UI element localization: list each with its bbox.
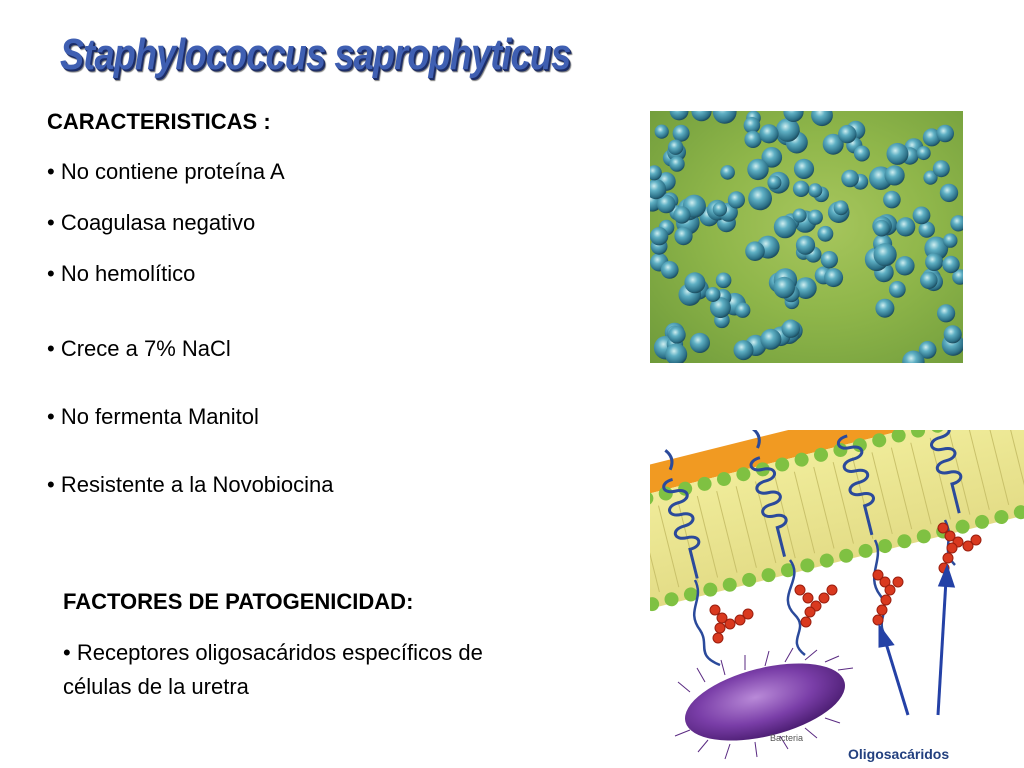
coccus-cell: [913, 207, 931, 225]
coccus-cell: [944, 325, 962, 343]
coccus-cell: [728, 191, 745, 208]
coccus-cell: [854, 146, 870, 162]
coccus-cell: [674, 227, 692, 245]
coccus-cell: [821, 251, 838, 268]
micrograph-image: [650, 111, 963, 363]
coccus-cell: [917, 146, 931, 160]
coccus-cell: [748, 187, 772, 211]
coccus-cell: [670, 111, 689, 120]
coccus-cell: [838, 125, 856, 143]
coccus-cell: [950, 215, 963, 231]
coccus-cell: [808, 210, 823, 225]
oligosaccharides-label: Oligosacáridos: [848, 746, 950, 762]
coccus-cell: [760, 329, 781, 350]
bacteria-label: Bacteria: [770, 733, 804, 743]
coccus-cell: [684, 272, 705, 293]
coccus-cell: [782, 320, 800, 338]
coccus-cell: [940, 184, 958, 202]
coccus-cell: [774, 216, 797, 239]
coccus-cell: [895, 256, 914, 275]
slide-title: Staphylococcus saprophyticus: [60, 30, 571, 79]
coccus-cell: [735, 303, 750, 318]
coccus-cell: [808, 183, 822, 197]
coccus-cell: [873, 220, 890, 237]
pathogenicity-heading: FACTORES DE PATOGENICIDAD:: [63, 589, 414, 614]
pathogenicity-item-continued: células de la uretra: [63, 674, 249, 699]
coccus-cell: [669, 156, 684, 171]
coccus-cell: [713, 111, 737, 124]
characteristics-heading: CARACTERISTICAS :: [47, 109, 271, 134]
coccus-cell: [713, 202, 727, 216]
coccus-cell: [690, 333, 710, 353]
coccus-cell: [841, 170, 859, 188]
coccus-cell: [747, 159, 768, 180]
coccus-cell: [793, 181, 809, 197]
characteristic-item: • No fermenta Manitol: [47, 404, 259, 429]
coccus-cell: [937, 304, 955, 322]
adhesion-diagram: [650, 430, 1024, 768]
coccus-cell: [673, 125, 690, 142]
coccus-cell: [794, 159, 814, 179]
characteristic-item: • No hemolítico: [47, 261, 196, 286]
coccus-cell: [716, 273, 732, 289]
characteristic-item: • Crece a 7% NaCl: [47, 336, 231, 361]
coccus-cell: [889, 281, 906, 298]
cocci-cluster-graphic: [650, 111, 963, 363]
coccus-cell: [875, 299, 894, 318]
coccus-cell: [933, 160, 950, 177]
coccus-cell: [887, 143, 909, 165]
coccus-cell: [874, 243, 897, 266]
coccus-cell: [920, 272, 938, 290]
coccus-cell: [759, 124, 778, 143]
coccus-cell: [734, 340, 754, 360]
coccus-cell: [776, 118, 800, 142]
pathogenicity-item: • Receptores oligosacáridos específicos de: [63, 640, 483, 665]
coccus-cell: [796, 236, 815, 255]
characteristic-item: • Resistente a la Novobiocina: [47, 472, 334, 497]
coccus-cell: [885, 165, 905, 185]
coccus-cell: [673, 206, 690, 223]
characteristic-item: • Coagulasa negativo: [47, 210, 256, 235]
coccus-cell: [936, 125, 954, 143]
coccus-cell: [706, 287, 721, 302]
coccus-cell: [824, 268, 843, 287]
coccus-cell: [793, 209, 807, 223]
coccus-cell: [661, 261, 679, 279]
coccus-cell: [655, 125, 669, 139]
coccus-cell: [744, 131, 761, 148]
coccus-cell: [811, 111, 833, 126]
coccus-cell: [668, 326, 685, 343]
coccus-cell: [767, 176, 781, 190]
coccus-cell: [745, 241, 765, 261]
coccus-cell: [691, 111, 711, 121]
coccus-cell: [896, 217, 915, 236]
coccus-cell: [668, 140, 683, 155]
coccus-cell: [650, 227, 668, 245]
coccus-cell: [818, 226, 834, 242]
coccus-cell: [834, 200, 849, 215]
coccus-cell: [883, 191, 901, 209]
membrane-receptor-diagram: [650, 430, 1024, 768]
coccus-cell: [942, 256, 959, 273]
coccus-cell: [943, 233, 957, 247]
coccus-cell: [925, 253, 943, 271]
coccus-cell: [773, 277, 795, 299]
coccus-cell: [720, 165, 735, 180]
characteristic-item: • No contiene proteína A: [47, 159, 285, 184]
